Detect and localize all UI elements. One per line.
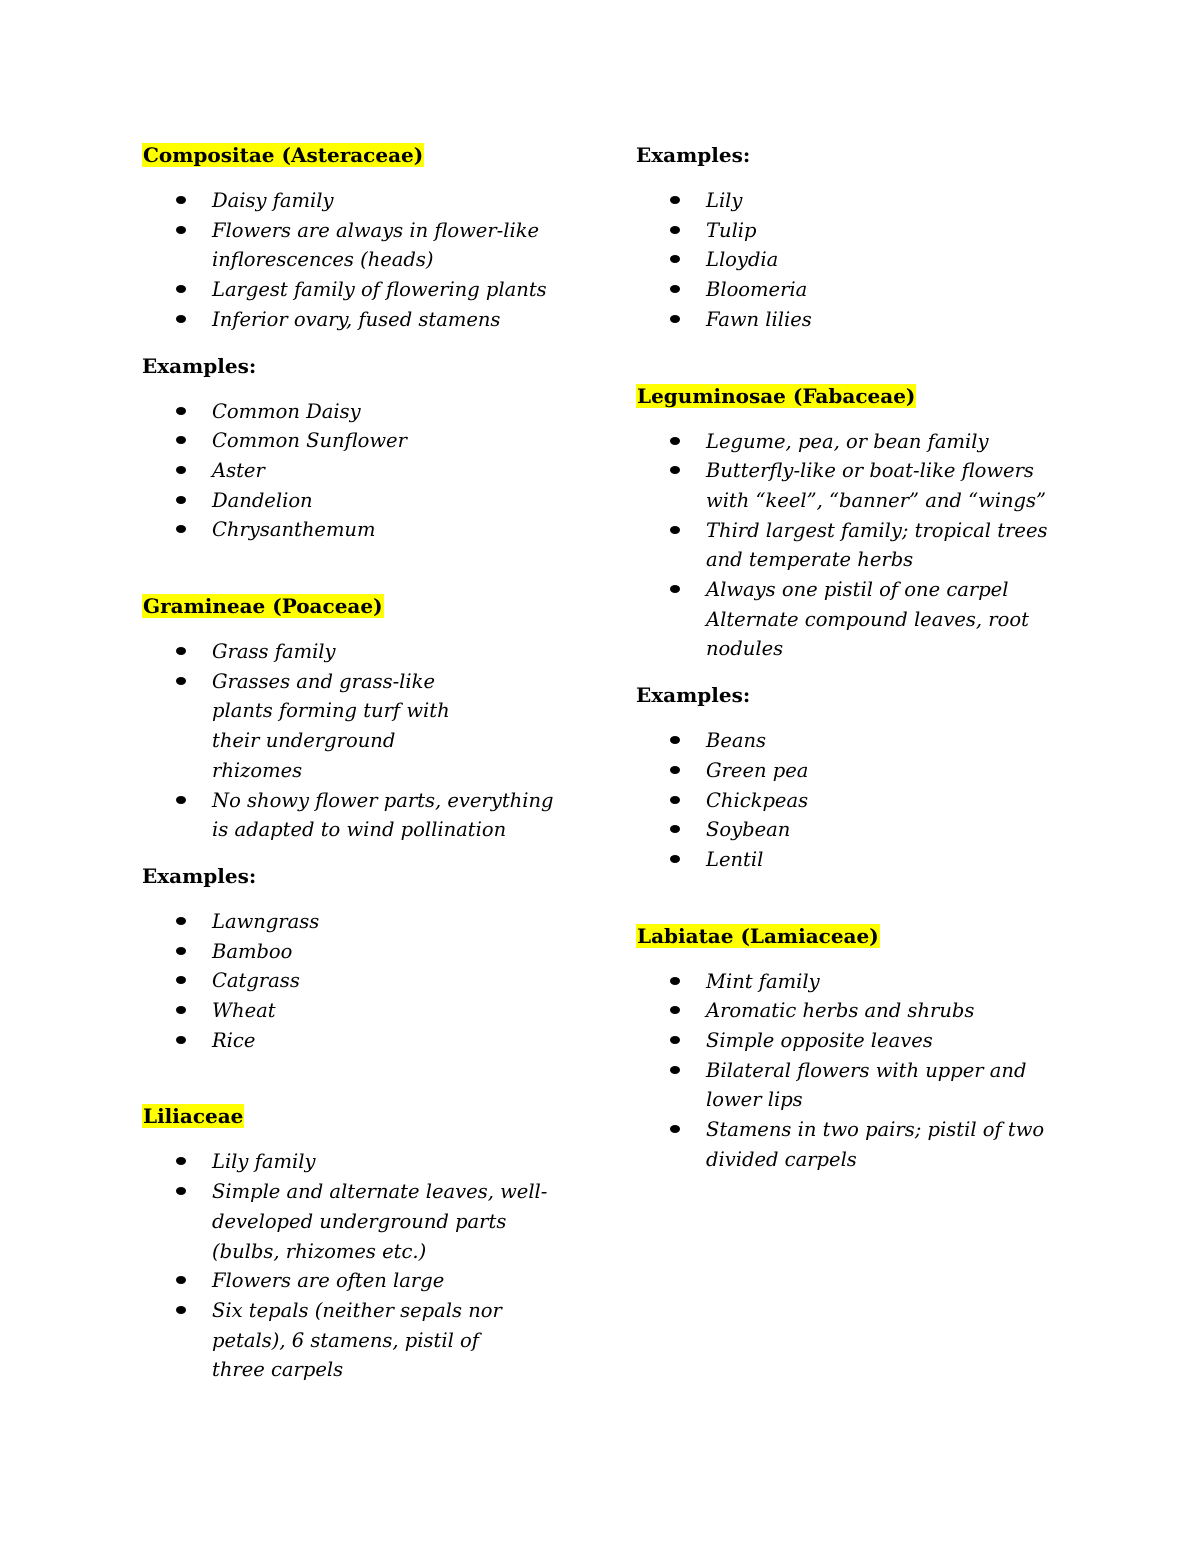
list-item: Lentil bbox=[636, 845, 1066, 875]
list-item: Beans bbox=[636, 726, 1066, 756]
left-column bbox=[142, 140, 592, 1385]
liliaceae-examples-list bbox=[636, 186, 1066, 335]
right-column bbox=[636, 140, 1066, 1175]
list-item: Bloomeria bbox=[636, 275, 1066, 305]
labiatae-traits-list bbox=[636, 967, 1066, 1175]
list-item: Bamboo bbox=[142, 937, 592, 967]
list-item: Butterfly-like or boat-like flowers with “keel”, “banner” and “wings” bbox=[636, 456, 1066, 515]
section-title-compositae: Compositae (Asteraceae) bbox=[143, 143, 424, 167]
examples-label-gramineae: Examples: bbox=[142, 863, 257, 888]
list-item: Mint family bbox=[636, 967, 1066, 997]
examples-label-leguminosae: Examples: bbox=[636, 683, 751, 708]
list-item: Tulip bbox=[636, 216, 1066, 246]
examples-label-compositae: Examples: bbox=[142, 353, 257, 378]
list-item: Fawn lilies bbox=[636, 305, 1066, 335]
section-title-labiatae: Labiatae (Lamiaceae) bbox=[637, 923, 879, 948]
list-item: Inferior ovary, fused stamens bbox=[142, 305, 592, 335]
section-title-gramineae: Gramineae (Poaceae) bbox=[143, 594, 383, 619]
list-item: Flowers are often large bbox=[142, 1266, 592, 1296]
list-item: Aster bbox=[142, 456, 592, 486]
list-item: Lloydia bbox=[636, 245, 1066, 275]
list-item: Common Daisy bbox=[142, 397, 592, 427]
list-item: Rice bbox=[142, 1026, 592, 1056]
list-item: Grasses and grass-like plants forming turf with their underground rhizomes bbox=[142, 667, 592, 786]
list-item: Lawngrass bbox=[142, 907, 592, 937]
list-item: Always one pistil of one carpel Alternate compound leaves, root nodules bbox=[636, 575, 1066, 664]
gramineae-traits-list bbox=[142, 637, 592, 845]
list-item: Simple opposite leaves bbox=[636, 1026, 1066, 1056]
list-item: Grass family bbox=[142, 637, 592, 667]
list-item: Third largest family; tropical trees and temperate herbs bbox=[636, 516, 1066, 575]
list-item: Catgrass bbox=[142, 966, 592, 996]
list-item: Lily bbox=[636, 186, 1066, 216]
list-item: Chrysanthemum bbox=[142, 515, 592, 545]
leguminosae-examples-list bbox=[636, 726, 1066, 875]
list-item: Bilateral flowers with upper and lower lips bbox=[636, 1056, 1066, 1115]
liliaceae-traits-list bbox=[142, 1147, 592, 1385]
section-title-leguminosae: Leguminosae (Fabaceae) bbox=[637, 383, 916, 408]
list-item: Six tepals (neither sepals nor petals), 6 stamens, pistil of three carpels bbox=[142, 1296, 592, 1385]
gramineae-examples-list bbox=[142, 907, 592, 1056]
list-item: Dandelion bbox=[142, 486, 592, 516]
list-item: Lily family bbox=[142, 1147, 592, 1177]
list-item: Stamens in two pairs; pistil of two divided carpels bbox=[636, 1115, 1066, 1174]
compositae-traits-list bbox=[142, 186, 592, 335]
list-item: Green pea bbox=[636, 756, 1066, 786]
examples-label-liliaceae: Examples: bbox=[636, 143, 751, 167]
list-item: Legume, pea, or bean family bbox=[636, 427, 1066, 457]
list-item: No showy flower parts, everything is adapted to wind pollination bbox=[142, 786, 592, 845]
list-item: Aromatic herbs and shrubs bbox=[636, 996, 1066, 1026]
list-item: Flowers are always in flower-like inflorescences (heads) bbox=[142, 216, 592, 275]
list-item: Soybean bbox=[636, 815, 1066, 845]
list-item: Chickpeas bbox=[636, 786, 1066, 816]
leguminosae-traits-list bbox=[636, 427, 1066, 665]
section-title-liliaceae: Liliaceae bbox=[143, 1104, 244, 1129]
list-item: Common Sunflower bbox=[142, 426, 592, 456]
list-item: Simple and alternate leaves, well-developed underground parts (bulbs, rhizomes etc.) bbox=[142, 1177, 592, 1266]
list-item: Daisy family bbox=[142, 186, 592, 216]
list-item: Wheat bbox=[142, 996, 592, 1026]
compositae-examples-list bbox=[142, 397, 592, 546]
list-item: Largest family of flowering plants bbox=[142, 275, 592, 305]
